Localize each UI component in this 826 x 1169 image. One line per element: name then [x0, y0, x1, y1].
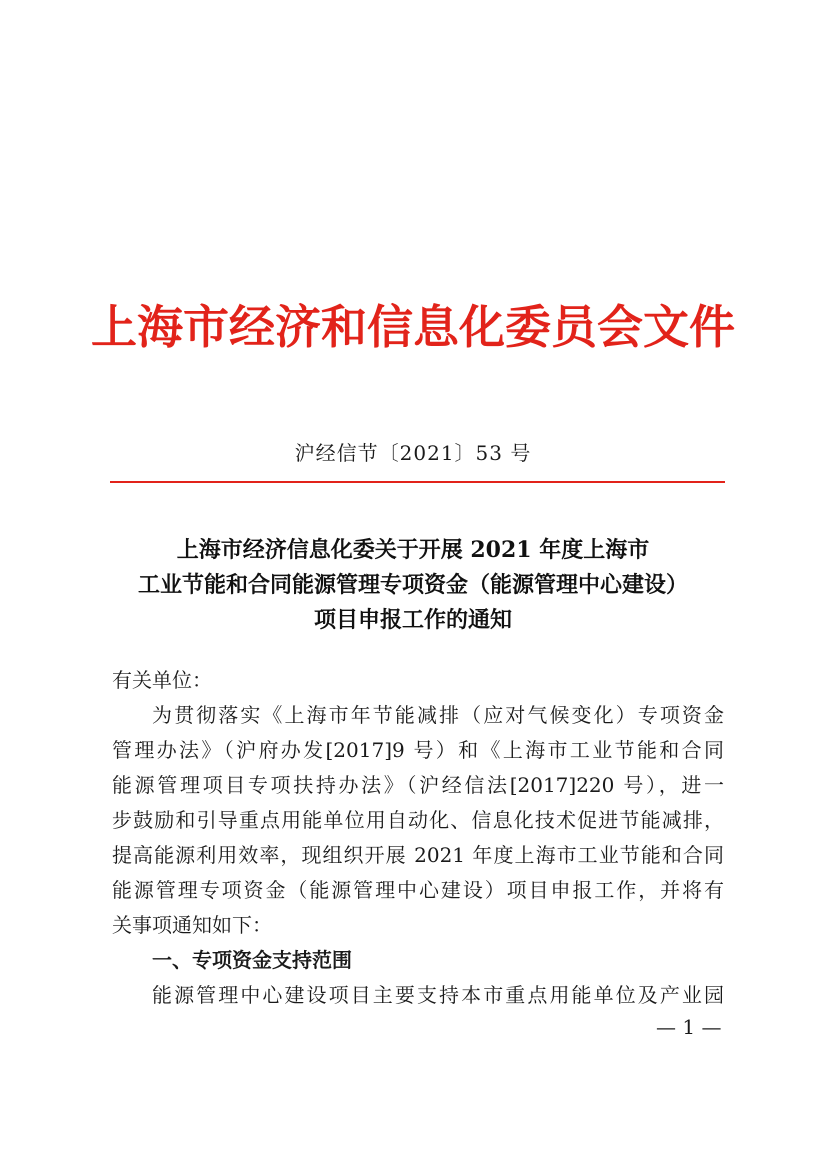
- masthead: 上海市经济和信息化委员会文件: [91, 300, 735, 354]
- paragraph-line: 管理办法》（沪府办发[2017]9 号）和《上海市工业节能和合同: [112, 738, 724, 762]
- paragraph-line: 能源管理专项资金（能源管理中心建设）项目申报工作，并将有: [112, 878, 724, 902]
- section-heading: 一、专项资金支持范围: [152, 948, 352, 972]
- paragraph-line: 能源管理项目专项扶持办法》（沪经信法[2017]220 号），进一: [112, 773, 724, 797]
- paragraph-line: 能源管理中心建设项目主要支持本市重点用能单位及产业园: [152, 983, 724, 1007]
- document-number: 沪经信节〔2021〕53 号: [294, 441, 532, 465]
- paragraph-line: 为贯彻落实《上海市年节能减排（应对气候变化）专项资金: [152, 703, 724, 727]
- salutation: 有关单位：: [112, 668, 212, 692]
- title-line: 上海市经济信息化委关于开展 2021 年度上海市: [176, 537, 650, 563]
- title-line: 项目申报工作的通知: [313, 607, 512, 633]
- document-title: [60, 533, 766, 638]
- red-divider-line: [110, 481, 725, 483]
- paragraph-line: 关事项通知如下：: [112, 913, 272, 937]
- page-number: — 1 —: [656, 1015, 722, 1039]
- paragraph-line: 步鼓励和引导重点用能单位用自动化、信息化技术促进节能减排，: [112, 808, 724, 832]
- paragraph-line: 提高能源利用效率，现组织开展 2021 年度上海市工业节能和合同: [112, 843, 724, 867]
- document-body: [112, 663, 724, 1013]
- title-line: 工业节能和合同能源管理专项资金（能源管理中心建设）: [137, 572, 688, 598]
